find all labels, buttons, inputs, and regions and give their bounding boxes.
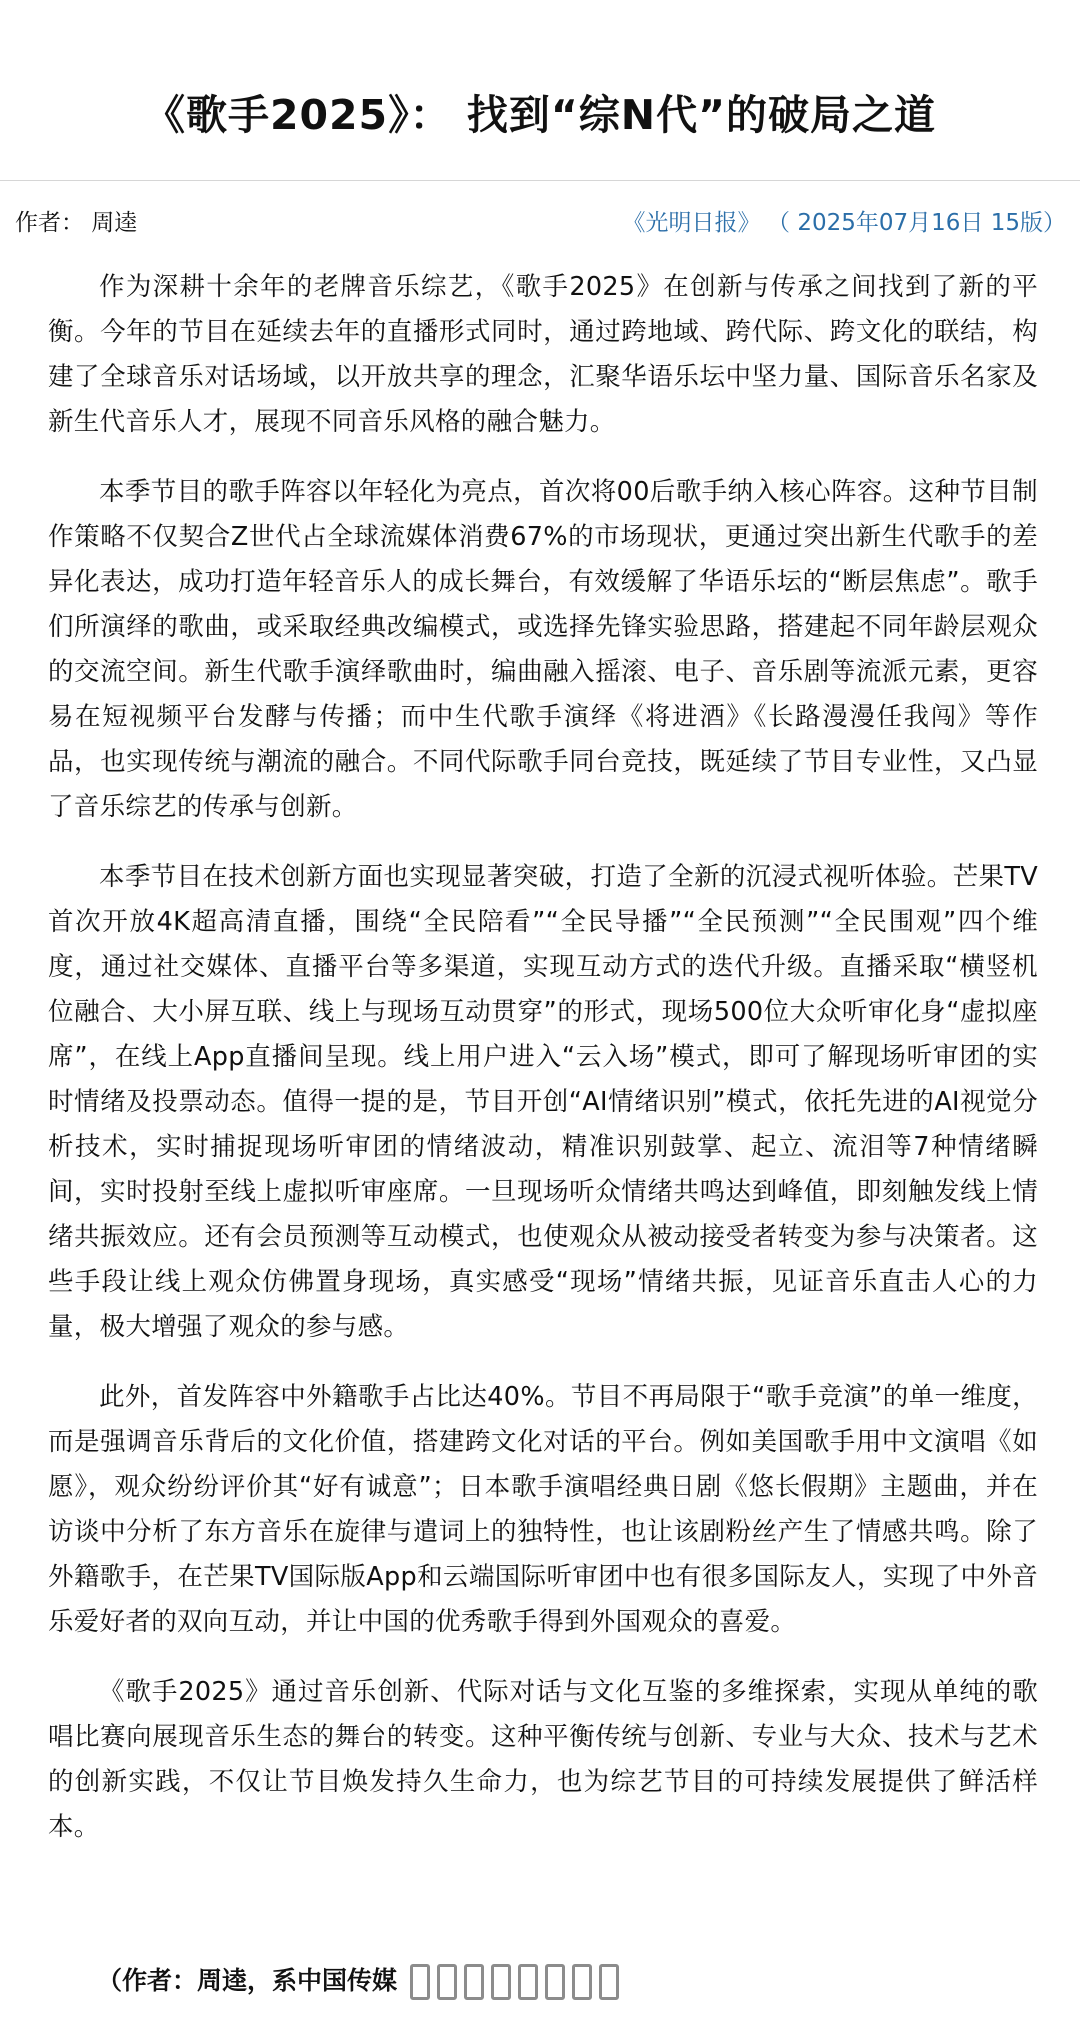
article-body [48, 265, 1038, 1875]
placeholder-bar [518, 1964, 538, 2000]
placeholder-bar [464, 1964, 484, 2000]
article-paragraph-4: 此外，首发阵容中外籍歌手占比达40%。节目不再局限于“歌手竞演”的单一维度，而是强调音乐背后的文化价值，搭建跨文化对话的平台。例如美国歌手用中文演唱《如愿》，观众纷纷评价其“好有诚意”；日本歌手演唱经典日剧《悠长假期》主题曲，并在访谈中分析了东方音乐在旋律与遣词上的独特性，也让该剧粉丝产生了情感共鸣。除了外籍歌手，在芒果TV国际版App和云端国际听审团中也有很多国际友人，实现了中外音乐爱好者的双向互动，并让中国的优秀歌手得到外国观众的喜爱。 [48, 1382, 1038, 1637]
placeholder-bar [410, 1964, 430, 2000]
title-divider [0, 180, 1080, 181]
article-paragraph-5: 《歌手2025》通过音乐创新、代际对话与文化互鉴的多维探索，实现从单纯的歌唱比赛向展现音乐生态的舞台的转变。这种平衡传统与创新、专业与大众、技术与艺术的创新实践，不仅让节目焕发持久生命力，也为综艺节目的可持续发展提供了鲜活样本。 [48, 1677, 1038, 1842]
article-paragraph-2: 本季节目的歌手阵容以年轻化为亮点，首次将00后歌手纳入核心阵容。这种节目制作策略不仅契合Z世代占全球流媒体消费67%的市场现状，更通过突出新生代歌手的差异化表达，成功打造年轻音乐人的成长舞台，有效缓解了华语乐坛的“断层焦虑”。歌手们所演绎的歌曲，或采取经典改编模式，或选择先锋实验思路，搭建起不同年龄层观众的交流空间。新生代歌手演绎歌曲时，编曲融入摇滚、电子、音乐剧等流派元素，更容易在短视频平台发酵与传播；而中生代歌手演绎《将进酒》《长路漫漫任我闯》等作品，也实现传统与潮流的融合。不同代际歌手同台竞技，既延续了节目专业性，又凸显了音乐综艺的传承与创新。 [48, 477, 1038, 822]
author-line: 作者： 周逵 [15, 210, 138, 236]
article-title: 《歌手2025》： 找到“综N代”的破局之道 [143, 91, 937, 139]
placeholder-bar [491, 1964, 511, 2000]
article-paragraph-1: 作为深耕十余年的老牌音乐综艺，《歌手2025》在创新与传承之间找到了新的平衡。今年的节目在延续去年的直播形式同时，通过跨地域、跨代际、跨文化的联结，构建了全球音乐对话场域，以开放共享的理念，汇聚华语乐坛中坚力量、国际音乐名家及新生代音乐人才，展现不同音乐风格的融合魅力。 [48, 272, 1038, 437]
byline [15, 206, 1066, 240]
publish-date: （ 2025年07月16日 15版） [778, 210, 1066, 236]
placeholder-bar [437, 1964, 457, 2000]
placeholder-bar [572, 1964, 592, 2000]
placeholder-bar [599, 1964, 619, 2000]
image-placeholder-icon [402, 1954, 630, 2010]
article-paragraph-3: 本季节目在技术创新方面也实现显著突破，打造了全新的沉浸式视听体验。芒果TV首次开放4K超高清直播，围绕“全民陪看”“全民导播”“全民预测”“全民围观”四个维度，通过社交媒体、直播平台等多渠道，实现互动方式的迭代升级。直播采取“横竖机位融合、大小屏互联、线上与现场互动贯穿”的形式，现场500位大众听审化身“虚拟座席”，在线上App直播间呈现。线上用户进入“云入场”模式，即可了解现场听审团的实时情绪及投票动态。值得一提的是，节目开创“AI情绪识别”模式，依托先进的AI视觉分析技术，实时捕捉现场听审团的情绪波动，精准识别鼓掌、起立、流泪等7种情绪瞬间，实时投射至线上虚拟听审座席。一旦现场听众情绪共鸣达到峰值，即刻触发线上情绪共振效应。还有会员预测等互动模式，也使观众从被动接受者转变为参与决策者。这些手段让线上观众仿佛置身现场，真实感受“现场”情绪共振，见证音乐直击人心的力量，极大增强了观众的参与感。 [48, 862, 1038, 1342]
author-note: （作者：周逵，系中国传媒 [97, 1966, 398, 1995]
placeholder-bar [545, 1964, 565, 2000]
source-link[interactable]: 《光明日报》 [622, 210, 761, 236]
source-info [623, 206, 1066, 240]
